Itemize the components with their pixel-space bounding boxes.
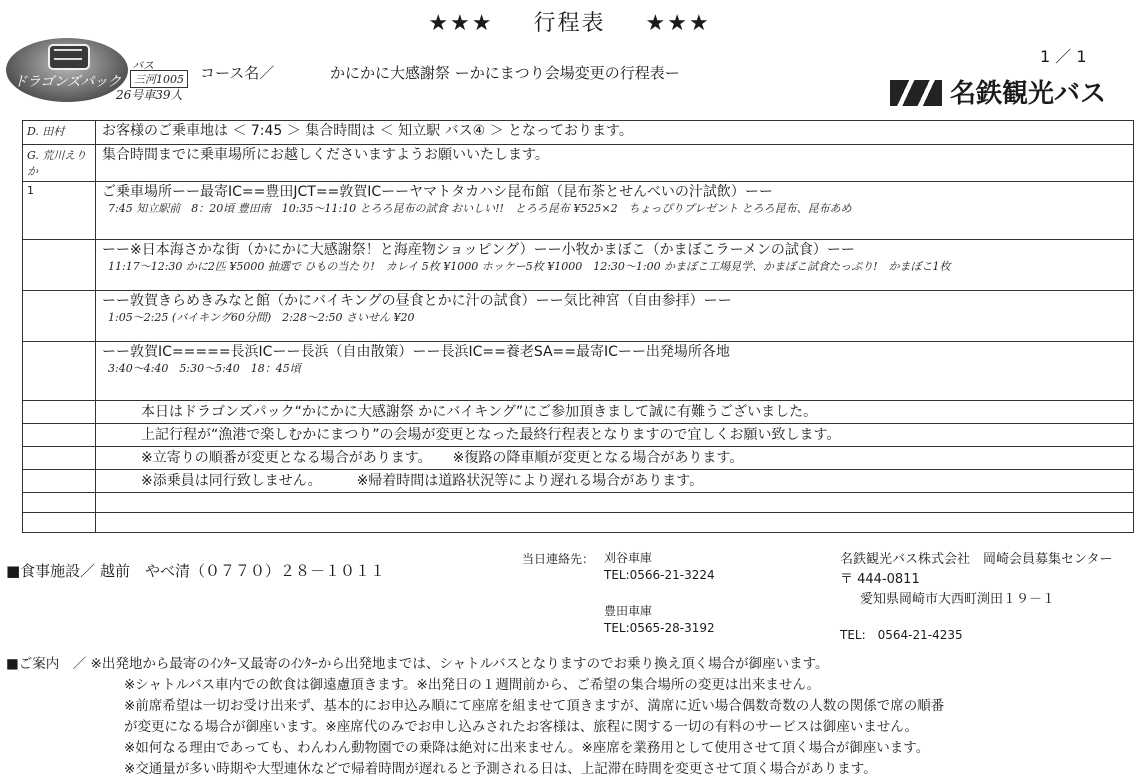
guide-notes	[6, 654, 944, 780]
note-final-itinerary: 上記行程が“漁港で楽しむかにまつり”の会場が変更となった最終行程表となりますので宜しくお願い致します。	[96, 424, 1134, 447]
guide-line: ※前席希望は一切お受け出来ず、基本的にお申込み順にて座席を組ませて頂きますが、満席に近い場合偶数奇数の人数の関係で席の順番	[124, 698, 945, 714]
row-side-note	[23, 342, 96, 401]
row-side-note	[23, 424, 96, 447]
handwritten-bus-label: バス	[132, 59, 154, 72]
row-side-note: G. 荒川えりか	[23, 145, 96, 182]
row-side-note: 1	[23, 182, 96, 240]
table-row	[23, 424, 1134, 447]
course-label: コース名／	[200, 64, 275, 82]
note-thanks: 本日はドラゴンズパック“かにかに大感謝祭 かにバイキング”にご参加頂きまして誠に有難うございました。	[96, 401, 1134, 424]
row-side-note	[23, 401, 96, 424]
depot-name: 豊田車庫	[604, 604, 653, 618]
empty-cell	[96, 513, 1134, 533]
table-row	[23, 145, 1134, 182]
guide-line: ※シャトルバス車内での飲食は御遠慮頂きます。※出発日の１週間前から、ご希望の集合場所の変更は出来ません。	[124, 677, 821, 693]
table-row	[23, 470, 1134, 493]
depot-tel: TEL:0565-28-3192	[604, 621, 715, 635]
contact-label: 当日連絡先：	[522, 552, 595, 566]
row-side-note	[23, 291, 96, 342]
row-side-note	[23, 470, 96, 493]
route-line-1-handwritten: 7:45 知立駅前 8：20頃 豊田南 10:35〜11:10 とろろ昆布の試食 おいしい!! とろろ昆布 ¥525×2 ちょっぴりプレゼント とろろ昆布、昆布あめ	[108, 202, 852, 215]
page-title	[0, 6, 1139, 37]
depot-toyota	[604, 603, 715, 637]
company-info	[840, 550, 1112, 610]
table-row	[23, 493, 1134, 513]
table-row	[23, 240, 1134, 291]
table-row	[23, 121, 1134, 145]
depot-tel: TEL:0566-21-3224	[604, 568, 715, 582]
route-line-4-handwritten: 3:40〜4:40 5:30〜5:40 18：45頃	[108, 362, 301, 375]
depot-kariya	[604, 550, 715, 584]
table-row	[23, 513, 1134, 533]
route-line-2-handwritten: 11:17〜12:30 かに2匹 ¥5000 抽選で ひもの当たり! カレイ 5枚 ¥1000 ホッケー5枚 ¥1000 12:30〜1:00 かまぼこ工場見学、かまぼこ試食たっぷり! かまぼこ1枚	[108, 260, 951, 273]
title-text: 行程表	[533, 11, 606, 36]
route-line-2: ーー※日本海さかな街（かにかに大感謝祭！と海産物ショッピング）ーー小牧かまぼこ（かまぼこラーメンの試食）ーー	[102, 242, 855, 258]
row-side-note	[23, 447, 96, 470]
meitetsu-mark-icon	[890, 80, 942, 106]
bus-icon	[48, 44, 90, 70]
company-logo-text: 名鉄観光バス	[950, 79, 1107, 109]
title-stars-left: ★★★	[428, 11, 494, 36]
depot-name: 刈谷車庫	[604, 551, 653, 565]
table-row	[23, 447, 1134, 470]
route-line-1: ご乗車場所ーー最寄IC==豊田JCT==敦賀ICーーヤマトタカハシ昆布館（昆布茶とせんべいの汁試飲）ーー	[102, 184, 773, 200]
logo-brand-text: ドラゴンズパック	[13, 74, 121, 90]
company-logo	[890, 73, 1106, 110]
table-row	[23, 342, 1134, 401]
row-side-note	[23, 493, 96, 513]
guide-line: ■ご案内 ／ ※出発地から最寄のｲﾝﾀｰ又最寄のｲﾝﾀｰから出発地までは、シャトルバスとなりますのでお乗り換え頂く場合が御座います。	[6, 656, 829, 672]
page-number: 1 ／ 1	[1040, 47, 1087, 66]
empty-cell	[96, 493, 1134, 513]
route-line-4: ーー敦賀IC=====長浜ICーー長浜（自由散策）ーー長浜IC==養老SA==最寄ICーー出発場所各地	[102, 344, 730, 360]
row-side-note: D. 田村	[23, 121, 96, 145]
handwritten-bus-plate: 三河1005	[130, 70, 188, 88]
title-stars-right: ★★★	[645, 11, 711, 36]
company-zip: 〒 444-0811	[840, 572, 920, 587]
table-row	[23, 401, 1134, 424]
guide-line: ※如何なる理由であっても、わんわん動物園での乗降は絶対に出来ません。※座席を業務用として使用させて頂く場合が御座います。	[124, 740, 930, 756]
gathering-request: 集合時間までに乗車場所にお越しくださいますようお願いいたします。	[96, 145, 1134, 182]
company-name: 名鉄観光バス株式会社 岡崎会員募集センター	[840, 552, 1113, 567]
table-row	[23, 182, 1134, 240]
table-row	[23, 291, 1134, 342]
row-side-note	[23, 513, 96, 533]
route-line-3: ーー敦賀きらめきみなと館（かにバイキングの昼食とかに汁の試食）ーー気比神宮（自由参拝）ーー	[102, 293, 732, 309]
dragons-pack-logo	[6, 38, 128, 102]
boarding-info: お客様のご乗車地は ＜ 7:45 ＞ 集合時間は ＜ 知立駅 バス④ ＞ となっております。	[96, 121, 1134, 145]
row-side-note	[23, 240, 96, 291]
handwritten-bus-number: 26号車39人	[116, 88, 183, 102]
itinerary-table	[22, 120, 1134, 533]
meal-facility: ■食事施設／ 越前 やべ清（０７７０）２８－１０１１	[6, 562, 385, 580]
note-no-guide: ※添乗員は同行致しません。 ※帰着時間は道路状況等により遅れる場合があります。	[96, 470, 1134, 493]
company-address: 愛知県岡崎市大西町渕田１９－１	[860, 592, 1056, 607]
guide-line: ※交通量が多い時期や大型連休などで帰着時間が遅れると予測される日は、上記滞在時間を変更させて頂く場合があります。	[124, 761, 877, 777]
route-line-3-handwritten: 1:05〜2:25 (バイキング60分間) 2:28〜2:50 さいせん ¥20	[108, 311, 415, 324]
company-tel: TEL: 0564-21-4235	[840, 628, 963, 642]
note-stop-order: ※立寄りの順番が変更となる場合があります。 ※復路の降車順が変更となる場合があります。	[96, 447, 1134, 470]
guide-line: が変更になる場合が御座います。※座席代のみでお申し込みされたお客様は、旅程に関する一切の有料のサービスは御座いません。	[124, 719, 919, 735]
course-name: かにかに大感謝祭 ーかにまつり会場変更の行程表ー	[330, 64, 680, 82]
